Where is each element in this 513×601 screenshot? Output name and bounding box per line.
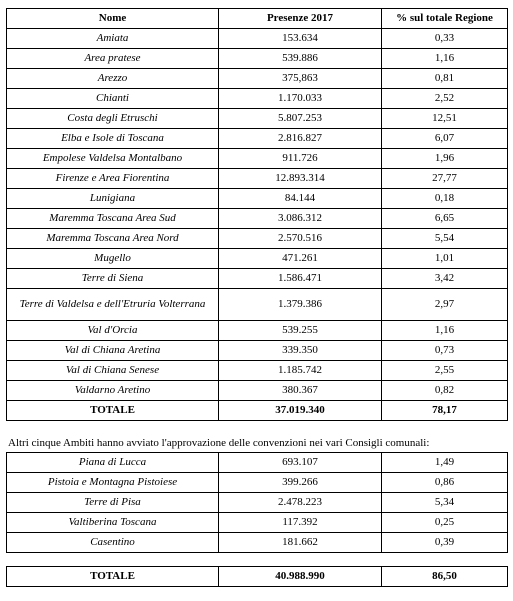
table-row xyxy=(7,513,508,533)
cell-percent: 5,34 xyxy=(382,493,508,513)
table-row xyxy=(7,209,508,229)
cell-percent: 12,51 xyxy=(382,109,508,129)
cell-name: Arezzo xyxy=(7,69,219,89)
cell-name: Val di Chiana Senese xyxy=(7,361,219,381)
table-row xyxy=(7,69,508,89)
cell-presenze: 1.379.386 xyxy=(219,289,382,321)
header-percent: % sul totale Regione xyxy=(382,9,508,29)
cell-name: Maremma Toscana Area Sud xyxy=(7,209,219,229)
cell-percent: 0,73 xyxy=(382,341,508,361)
cell-percent: 1,01 xyxy=(382,249,508,269)
cell-percent: 0,86 xyxy=(382,473,508,493)
grand-total-row xyxy=(7,567,508,587)
cell-name: Lunigiana xyxy=(7,189,219,209)
table-row xyxy=(7,473,508,493)
grand-total-label: TOTALE xyxy=(7,567,219,587)
grand-total-presenze: 40.988.990 xyxy=(219,567,382,587)
cell-name: Valdarno Aretino xyxy=(7,381,219,401)
table-row xyxy=(7,341,508,361)
cell-percent: 0,82 xyxy=(382,381,508,401)
cell-name: Chianti xyxy=(7,89,219,109)
table-row xyxy=(7,129,508,149)
cell-presenze: 12.893.314 xyxy=(219,169,382,189)
table-row xyxy=(7,189,508,209)
cell-percent: 6,65 xyxy=(382,209,508,229)
cell-presenze: 471.261 xyxy=(219,249,382,269)
cell-presenze: 153.634 xyxy=(219,29,382,49)
total-percent: 78,17 xyxy=(382,401,508,421)
cell-presenze: 375,863 xyxy=(219,69,382,89)
cell-presenze: 1.170.033 xyxy=(219,89,382,109)
cell-percent: 1,16 xyxy=(382,321,508,341)
cell-name: Terre di Pisa xyxy=(7,493,219,513)
cell-presenze: 693.107 xyxy=(219,453,382,473)
header-name: Nome xyxy=(7,9,219,29)
cell-percent: 0,81 xyxy=(382,69,508,89)
cell-presenze: 3.086.312 xyxy=(219,209,382,229)
cell-presenze: 84.144 xyxy=(219,189,382,209)
grand-total-table xyxy=(6,566,508,587)
second-table xyxy=(6,452,508,553)
table-row xyxy=(7,29,508,49)
cell-percent: 6,07 xyxy=(382,129,508,149)
table-row xyxy=(7,109,508,129)
cell-presenze: 2.816.827 xyxy=(219,129,382,149)
cell-presenze: 380.367 xyxy=(219,381,382,401)
header-row xyxy=(7,9,508,29)
cell-percent: 5,54 xyxy=(382,229,508,249)
cell-percent: 0,18 xyxy=(382,189,508,209)
table-row xyxy=(7,381,508,401)
cell-name: Valtiberina Toscana xyxy=(7,513,219,533)
cell-presenze: 1.586.471 xyxy=(219,269,382,289)
cell-name: Casentino xyxy=(7,533,219,553)
note-text: Altri cinque Ambiti hanno avviato l'approvazione delle convenzioni nei vari Consigli comunali: xyxy=(8,437,430,449)
cell-percent: 2,55 xyxy=(382,361,508,381)
cell-percent: 3,42 xyxy=(382,269,508,289)
cell-name: Elba e Isole di Toscana xyxy=(7,129,219,149)
cell-name: Amiata xyxy=(7,29,219,49)
table-row xyxy=(7,289,508,321)
header-presenze: Presenze 2017 xyxy=(219,9,382,29)
cell-presenze: 2.570.516 xyxy=(219,229,382,249)
cell-presenze: 339.350 xyxy=(219,341,382,361)
cell-name: Empolese Valdelsa Montalbano xyxy=(7,149,219,169)
cell-name: Area pratese xyxy=(7,49,219,69)
table-row xyxy=(7,493,508,513)
cell-presenze: 539.255 xyxy=(219,321,382,341)
table-row xyxy=(7,49,508,69)
table-row xyxy=(7,249,508,269)
cell-presenze: 181.662 xyxy=(219,533,382,553)
cell-name: Maremma Toscana Area Nord xyxy=(7,229,219,249)
cell-name: Costa degli Etruschi xyxy=(7,109,219,129)
cell-percent: 1,96 xyxy=(382,149,508,169)
cell-name: Firenze e Area Fiorentina xyxy=(7,169,219,189)
cell-name: Mugello xyxy=(7,249,219,269)
total-label: TOTALE xyxy=(7,401,219,421)
cell-name: Terre di Siena xyxy=(7,269,219,289)
cell-name: Pistoia e Montagna Pistoiese xyxy=(7,473,219,493)
table-row xyxy=(7,533,508,553)
table-row xyxy=(7,229,508,249)
cell-percent: 0,25 xyxy=(382,513,508,533)
cell-presenze: 5.807.253 xyxy=(219,109,382,129)
main-table xyxy=(6,8,508,421)
cell-presenze: 539.886 xyxy=(219,49,382,69)
cell-name: Val d'Orcia xyxy=(7,321,219,341)
cell-percent: 2,97 xyxy=(382,289,508,321)
cell-name: Val di Chiana Aretina xyxy=(7,341,219,361)
total-row xyxy=(7,401,508,421)
table-row xyxy=(7,453,508,473)
table-row xyxy=(7,89,508,109)
table-row xyxy=(7,149,508,169)
total-presenze: 37.019.340 xyxy=(219,401,382,421)
cell-percent: 1,16 xyxy=(382,49,508,69)
cell-presenze: 1.185.742 xyxy=(219,361,382,381)
table-row xyxy=(7,269,508,289)
table-row xyxy=(7,361,508,381)
cell-percent: 2,52 xyxy=(382,89,508,109)
table-row xyxy=(7,169,508,189)
table-row xyxy=(7,321,508,341)
cell-presenze: 2.478.223 xyxy=(219,493,382,513)
cell-percent: 1,49 xyxy=(382,453,508,473)
cell-presenze: 911.726 xyxy=(219,149,382,169)
cell-name: Piana di Lucca xyxy=(7,453,219,473)
cell-percent: 27,77 xyxy=(382,169,508,189)
cell-presenze: 399.266 xyxy=(219,473,382,493)
cell-percent: 0,39 xyxy=(382,533,508,553)
cell-presenze: 117.392 xyxy=(219,513,382,533)
cell-percent: 0,33 xyxy=(382,29,508,49)
grand-total-percent: 86,50 xyxy=(382,567,508,587)
cell-name: Terre di Valdelsa e dell'Etruria Volterrana xyxy=(7,289,219,321)
